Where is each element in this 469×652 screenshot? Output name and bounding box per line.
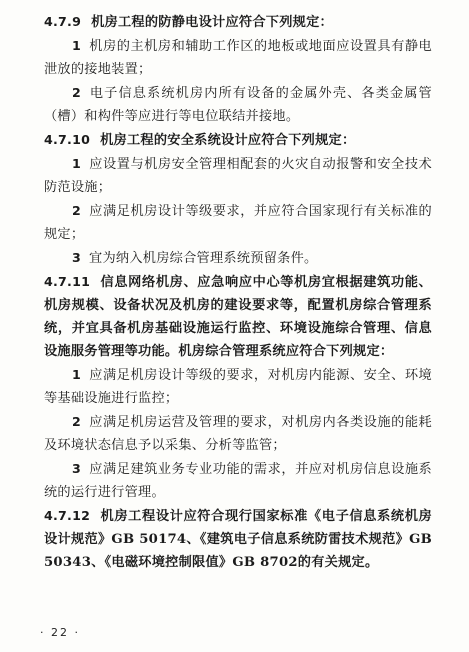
item-text: 宜为纳入机房综合管理系统预留条件。: [89, 251, 318, 266]
clause-heading: [44, 270, 432, 363]
clause-heading: [44, 10, 432, 34]
item-number: 2: [72, 85, 82, 100]
list-item: [44, 363, 432, 410]
list-item: [44, 199, 432, 246]
item-text: 应满足机房运营及管理的要求，对机房内各类设施的能耗及环境状态信息予以采集、分析等监管；: [44, 415, 432, 453]
clause-number: 4.7.12: [44, 508, 91, 523]
list-item: [44, 246, 432, 270]
clause-number: 4.7.10: [44, 132, 91, 147]
clause-number: 4.7.11: [44, 274, 91, 289]
clause-text: 机房工程的安全系统设计应符合下列规定：: [100, 133, 356, 148]
item-text: 电子信息系统机房内所有设备的金属外壳、各类金属管（槽）和构件等应进行等电位联结并接地。: [44, 86, 432, 124]
clause-number: 4.7.9: [44, 14, 82, 29]
list-item: [44, 152, 432, 199]
clause-text: 信息网络机房、应急响应中心等机房宜根据建筑功能、机房规模、设备状况及机房的建设要求等，配置机房综合管理系统，并宜具备机房基础设施运行监控、环境设施综合管理、信息设施服务管理等功能。机房综合管理系统应符合下列规定：: [44, 275, 432, 359]
clause-4-7-9: [44, 10, 432, 128]
item-text: 应满足建筑业务专业功能的需求，并应对机房信息设施系统的运行进行管理。: [44, 462, 432, 500]
page-body: [44, 10, 432, 574]
list-item: [44, 410, 432, 457]
item-number: 3: [72, 250, 82, 265]
list-item: [44, 34, 432, 81]
item-text: 机房的主机房和辅助工作区的地板或地面应设置具有静电泄放的接地装置；: [44, 39, 432, 77]
list-item: [44, 81, 432, 128]
clause-text: 机房工程设计应符合现行国家标准《电子信息系统机房设计规范》GB 50174、《建筑电子信息系统防雷技术规范》GB 50343、《电磁环境控制限值》GB 8702的有关规定。: [44, 509, 432, 570]
clause-4-7-10: [44, 128, 432, 270]
item-text: 应满足机房设计等级要求，并应符合国家现行有关标准的规定；: [44, 204, 432, 242]
page-number: · 22 ·: [40, 626, 80, 639]
item-number: 1: [72, 156, 82, 171]
clause-text: 机房工程的防静电设计应符合下列规定：: [91, 15, 333, 30]
item-number: 3: [72, 461, 82, 476]
item-text: 应满足机房设计等级的要求，对机房内能源、安全、环境等基础设施进行监控；: [44, 368, 432, 406]
clause-heading: [44, 504, 432, 574]
item-number: 1: [72, 38, 82, 53]
clause-heading: [44, 128, 432, 152]
item-number: 2: [72, 414, 82, 429]
item-text: 应设置与机房安全管理相配套的火灾自动报警和安全技术防范设施；: [44, 157, 432, 195]
clause-4-7-11: [44, 270, 432, 504]
clause-4-7-12: [44, 504, 432, 574]
list-item: [44, 457, 432, 504]
item-number: 2: [72, 203, 82, 218]
item-number: 1: [72, 367, 82, 382]
